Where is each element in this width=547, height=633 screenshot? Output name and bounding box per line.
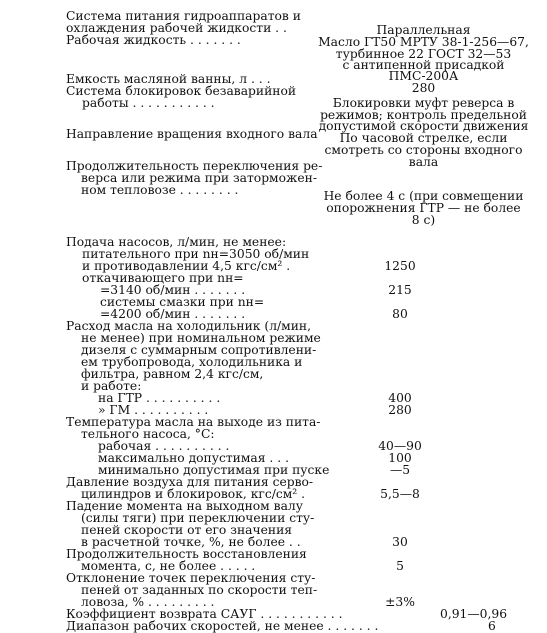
param-line: =4200 об/мин . . . . . . . <box>100 307 246 321</box>
value-line: 280 <box>411 81 436 95</box>
param-line: Отклонение точек переключения сту- <box>66 571 316 585</box>
value-line: режимов; контроль предельной <box>320 108 527 122</box>
param-line: тельного насоса, °С: <box>81 427 215 441</box>
value-line: 400 <box>388 391 412 405</box>
param-line: дизеля с суммарным сопротивлени- <box>81 343 317 357</box>
value-line: Блокировки муфт реверса в <box>332 96 515 110</box>
param-line: рабочая . . . . . . . . . . <box>98 439 230 453</box>
param-line: Давление воздуха для питания серво- <box>66 475 314 489</box>
param-line: Система питания гидроаппаратов и <box>66 9 301 23</box>
value-line: 40—90 <box>378 439 422 453</box>
param-line: максимально допустимая . . . <box>98 451 289 465</box>
value-line: 0,91—0,96 <box>440 607 508 621</box>
param-line: не менее) при номинальном режиме <box>81 331 321 345</box>
value-line: 1250 <box>384 259 416 273</box>
param-line: и работе: <box>81 379 142 393</box>
value-line: смотреть со стороны входного <box>324 143 523 157</box>
value-line: 5,5—8 <box>380 487 420 501</box>
param-line: Расход масла на холодильник (л/мин, <box>66 319 312 333</box>
param-line: Падение момента на выходном валу <box>66 499 303 513</box>
param-line: Температура масла на выходе из пита- <box>66 415 321 429</box>
value-line: Не более 4 с (при совмещении <box>323 189 524 203</box>
param-line: ном тепловозе . . . . . . . . <box>81 183 239 197</box>
value-line: 6 <box>488 619 496 633</box>
value-line: 100 <box>388 451 412 465</box>
value-line: вала <box>408 155 439 169</box>
value-line: 8 с) <box>411 213 436 227</box>
value-line: ±3% <box>385 595 415 609</box>
param-line: » ГМ . . . . . . . . . . <box>98 403 209 417</box>
param-line: пеней скорости от его значения <box>81 523 293 537</box>
param-line: момента, с, не более . . . . . <box>81 559 256 573</box>
param-line: верса или режима при заторможен- <box>81 171 317 185</box>
param-line: ловоза, % . . . . . . . . . <box>81 595 215 609</box>
value-line: Параллельная <box>376 23 471 37</box>
param-line: фильтра, равном 2,4 кгс/см, <box>81 367 264 381</box>
param-line: откачивающего при nн= <box>82 271 244 285</box>
param-line: системы смазки при nн= <box>100 295 265 309</box>
param-line: Коэффициент возврата САУГ . . . . . . . . . . . <box>66 607 343 621</box>
value-line: опорожнения ГТР — не более <box>326 201 521 215</box>
value-line: 5 <box>396 559 404 573</box>
param-line: пеней от заданных по скорости теп- <box>81 583 318 597</box>
param-line: и противодавлении 4,5 кгс/см² . <box>82 259 291 273</box>
param-line: работы . . . . . . . . . . . <box>82 96 215 110</box>
value-line: 215 <box>388 283 412 297</box>
param-line: Направление вращения входного вала <box>66 127 318 141</box>
value-line: 80 <box>392 307 408 321</box>
param-line: Продолжительность восстановления <box>66 547 307 561</box>
param-line: Диапазон рабочих скоростей, не менее . . . . . . . <box>66 619 379 633</box>
param-line: ем трубопровода, холодильника и <box>81 355 303 369</box>
param-line: Продолжительность переключения ре- <box>66 159 323 173</box>
param-line: на ГТР . . . . . . . . . . <box>98 391 221 405</box>
param-line: Рабочая жидкость . . . . . . . <box>66 33 241 47</box>
value-line: Масло ГТ50 МРТУ 38-1-256—67, <box>318 35 529 49</box>
param-line: охлаждения рабочей жидкости . . <box>66 21 287 35</box>
param-line: Емкость масляной ванны, л . . . <box>66 72 271 86</box>
value-line: 280 <box>388 403 412 417</box>
value-line: ПМС-200А <box>388 69 459 83</box>
param-line: в расчетной точке, %, не более . . <box>81 535 301 549</box>
param-line: минимально допустимая при пуске <box>98 463 330 477</box>
value-line: По часовой стрелке, если <box>339 131 508 145</box>
param-line: Подача насосов, л/мин, не менее: <box>66 235 287 249</box>
param-line: =3140 об/мин . . . . . . . <box>100 283 246 297</box>
param-line: цилиндров и блокировок, кгс/см² . <box>81 487 306 501</box>
value-line: —5 <box>389 463 411 477</box>
value-line: турбинное 22 ГОСТ 32—53 <box>335 47 512 61</box>
param-line: питательного при nн=3050 об/мин <box>82 247 310 261</box>
value-line: допустимой скорости движения <box>318 119 529 133</box>
param-line: (силы тяги) при переключении сту- <box>81 511 315 525</box>
param-line: Система блокировок безаварийной <box>66 84 297 98</box>
value-line: 30 <box>392 535 408 549</box>
value-line: с антипенной присадкой <box>342 58 505 72</box>
